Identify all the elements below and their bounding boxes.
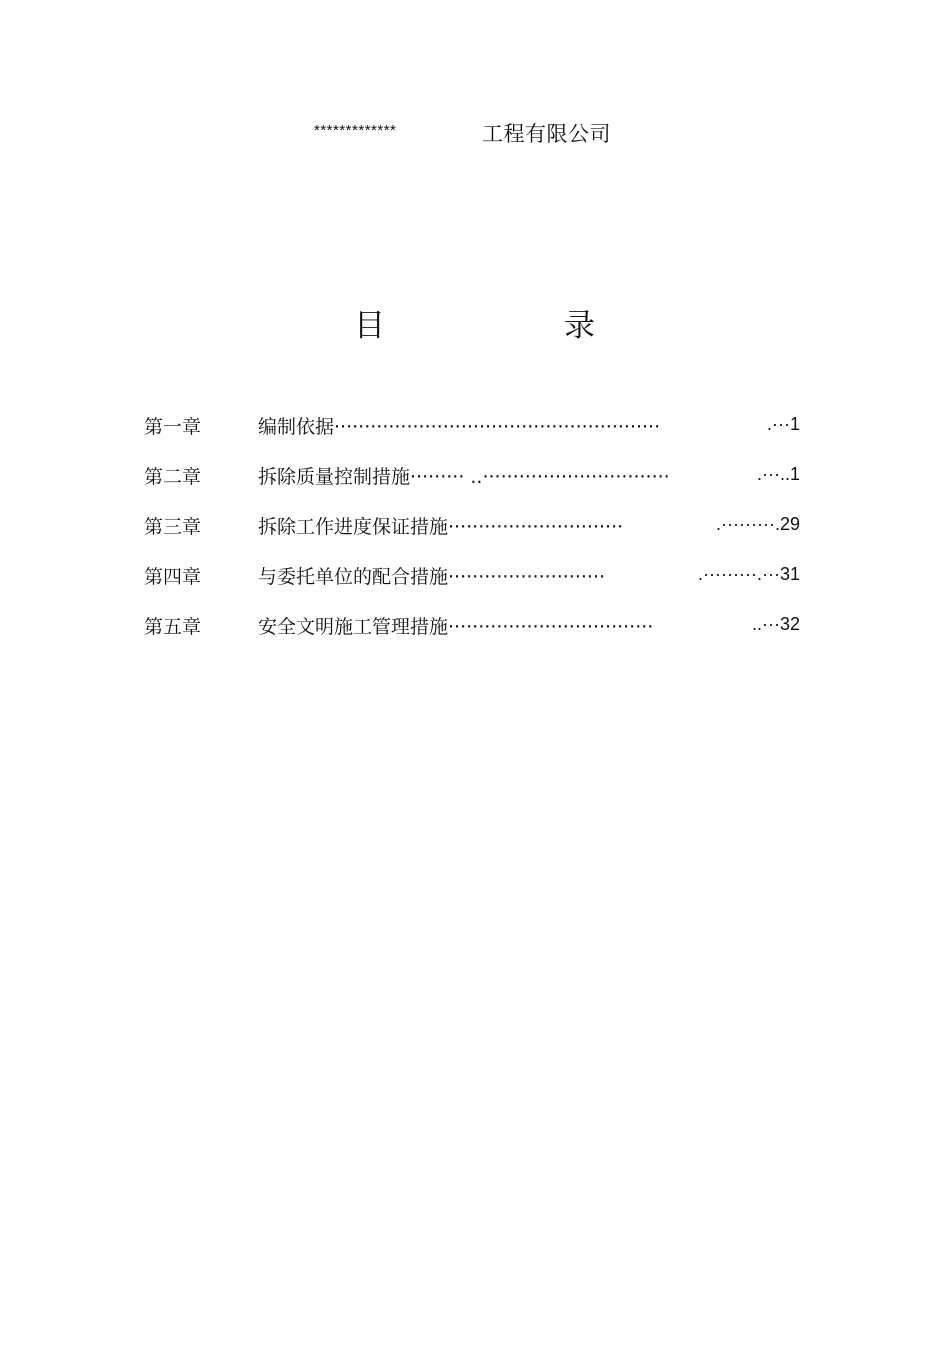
toc-chapter-label: 第三章: [144, 516, 202, 538]
toc-title-char-1: 目: [354, 308, 385, 344]
toc-page-number: .·········.29: [716, 514, 800, 534]
toc-row-3: [0, 512, 950, 540]
toc-page-number: .·········.···31: [698, 564, 800, 584]
toc-page-number: .···..1: [757, 464, 800, 484]
toc-title: [0, 300, 950, 344]
company-header: [0, 118, 950, 148]
toc-row-4: [0, 562, 950, 590]
toc-chapter-label: 第四章: [144, 566, 202, 588]
toc-entry-title: 拆除工作进度保证措施·····························: [258, 516, 624, 538]
toc-page-number: ..···32: [751, 614, 800, 634]
toc-chapter-label: 第一章: [144, 416, 202, 438]
toc-entry-title: 安全文明施工管理措施··································: [258, 616, 654, 638]
company-name-placeholder: *************: [314, 122, 397, 139]
toc-entry-title: 编制依据······················································: [258, 416, 661, 438]
toc-title-char-2: 录: [564, 308, 595, 344]
toc-chapter-label: 第五章: [144, 616, 202, 638]
toc-page-number: .···1: [767, 414, 800, 434]
toc-entry-title: 拆除质量控制措施········· ..·······························: [258, 466, 670, 488]
toc-row-2: [0, 462, 950, 490]
toc-chapter-label: 第二章: [144, 466, 202, 488]
toc-row-5: [0, 612, 950, 640]
toc-row-1: [0, 412, 950, 440]
toc-entry-title: 与委托单位的配合措施··························: [258, 566, 606, 588]
company-name: 工程有限公司: [482, 122, 611, 146]
